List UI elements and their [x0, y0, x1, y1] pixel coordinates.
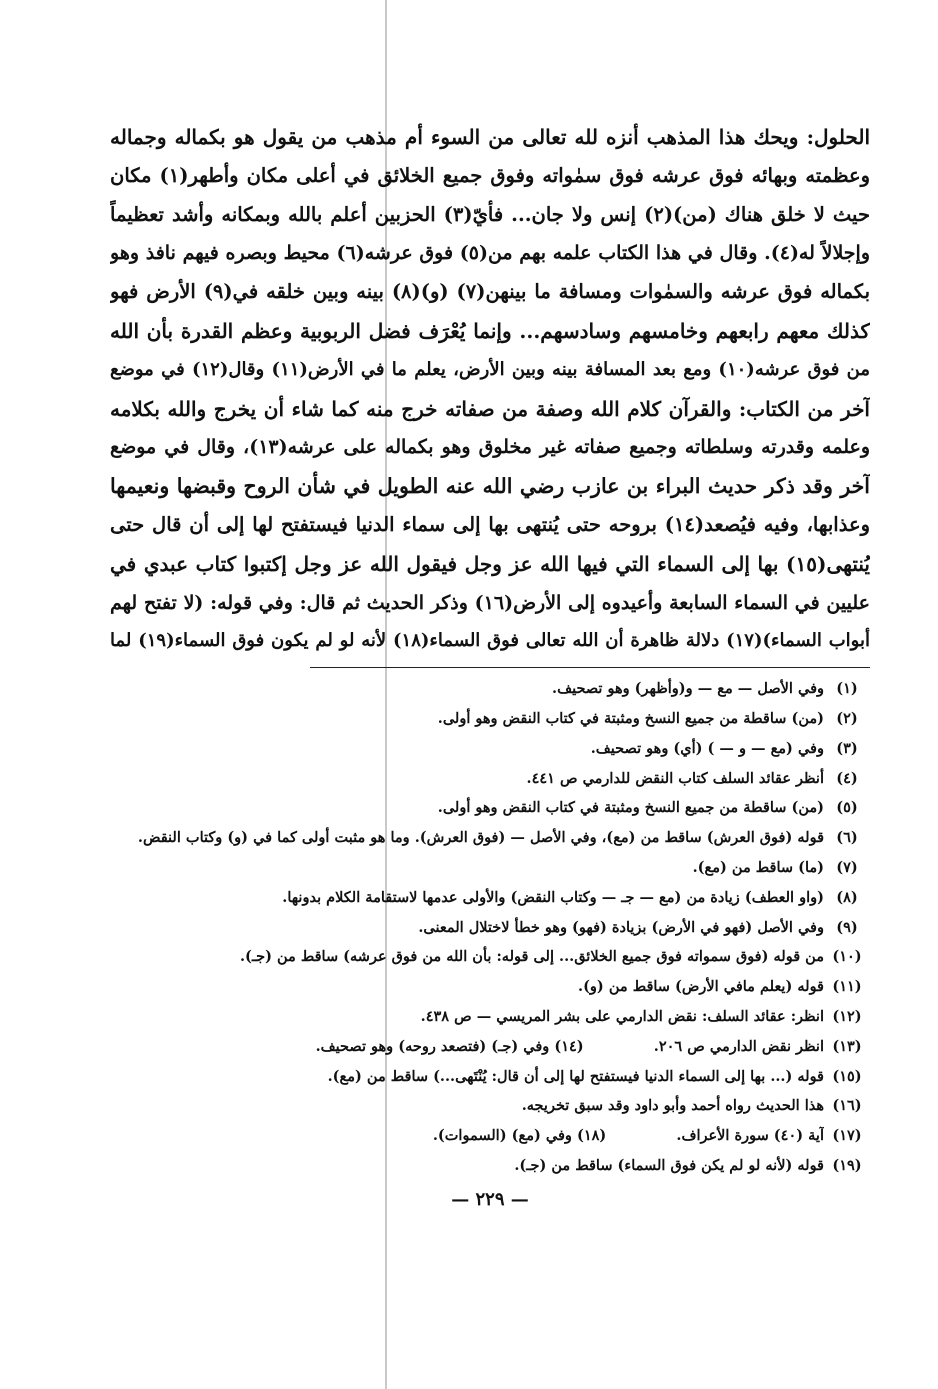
- footnote-number: (١٩): [832, 1156, 862, 1174]
- footnote-number: (١٤): [554, 1037, 584, 1055]
- footnote-text-part: انظر نقض الدارمي ص ٢٠٦.: [653, 1037, 824, 1055]
- text-line: بكماله فوق عرشه والسمٰوات ومسافة ما بينهن(٧) (و)(٨) بينه وبين خلقه في(٩) الأرض فهو: [110, 280, 870, 304]
- footnote-text-part: وفي (مع) (السموات).: [432, 1127, 572, 1145]
- footnote-text: هذا الحديث رواه أحمد وأبو داود وقد سبق تخريجه.: [521, 1097, 824, 1115]
- footnote-text: قوله (لأنه لو لم يكن فوق السماء) ساقط من (جـ).: [514, 1156, 824, 1174]
- footnote: [110, 1062, 870, 1092]
- footnote-number: (١): [836, 680, 858, 698]
- text-line: آخر وقد ذكر حديث البراء بن عازب رضي الله عنه الطويل في شأن الروح وقبضها ونعيمها: [110, 474, 870, 499]
- text-line: من فوق عرشه(١٠) ومع بعد المسافة بينه وبين الأرض، يعلم ما في الأرض(١١) وقال(١٢) في موضع: [110, 358, 870, 380]
- footnote-text: قوله (يعلم مافي الأرض) ساقط من (و).: [578, 978, 824, 996]
- footnote: [110, 942, 870, 972]
- text-line: وعظمته وبهائه فوق عرشه فوق سمٰواته وفوق جميع الخلائق في أعلى مكان وأطهر(١) مكان: [110, 163, 870, 187]
- footnote-number: (١٦): [832, 1097, 862, 1115]
- text-line: الحلول: ويحك هذا المذهب أنزه لله تعالى من السوء أم مذهب من يقول هو بكماله وجماله: [110, 125, 870, 149]
- footnote-text: وفي الأصل — مع — و(وأظهر) وهو تصحيف.: [552, 680, 824, 698]
- footnote-text: قوله (فوق العرش) ساقط من (مع)، وفي الأصل — (فوق العرش). وما هو مثبت أولى كما في (و) وكتاب النقض.: [137, 829, 824, 847]
- text-line: وعلمه وقدرته وسلطاته وجميع صفاته غير مخلوق وهو بكماله على عرشه(١٣)، وقال في موضع: [110, 436, 870, 459]
- footnote-text-part: وفي (جـ) (فتصعد روحه) وهو تصحيف.: [315, 1037, 550, 1055]
- text-line: يُنتهى(١٥) بها إلى السماء التي فيها الله عز وجل فيقول الله عز وجل إكتبوا كتاب عبدي في: [110, 551, 870, 576]
- footnote: [110, 1091, 870, 1121]
- footnote-number: (١٨): [576, 1127, 607, 1145]
- footnote: [110, 823, 870, 853]
- footnote-number: (١٢): [832, 1007, 862, 1025]
- footnotes: [110, 674, 870, 1181]
- footnote-text: (واو العطف) زيادة من (مع — جـ — وكتاب النقض) والأولى عدمها لاستقامة الكلام بدونها.: [282, 888, 824, 906]
- footnote-number: (١٧): [832, 1127, 862, 1145]
- footnote-text: قوله (... بها إلى السماء الدنيا فيستفتح لها إلى أن قال: يُنْتَهى...) ساقط من (مع).: [327, 1067, 824, 1085]
- page-number: — ٢٢٩ —: [451, 1188, 529, 1210]
- footnote: [110, 853, 870, 883]
- footnote-number: (٣): [836, 739, 858, 757]
- text-line: وعذابها، وفيه فيُصعد(١٤) بروحه حتى يُنتهى بها إلى سماء الدنيا فيستفتح لها إلى أن قال حتى: [110, 512, 870, 536]
- footnote-text: (ما) ساقط من (مع).: [692, 858, 824, 876]
- footnote-text: انظر: عقائد السلف: نقض الدارمي على بشر المريسي — ص ٤٣٨.: [420, 1007, 824, 1025]
- footnote-number: (١٠): [832, 948, 862, 966]
- footnote-number: (٥): [836, 799, 858, 817]
- footnote: [110, 704, 870, 734]
- footnote: [110, 1151, 870, 1181]
- text-line: آخر من الكتاب: والقرآن كلام الله وصفة من صفاته خرج منه كما شاء أن يخرج والله بكلامه: [110, 396, 870, 421]
- footnote: [110, 1002, 870, 1032]
- footnote: [110, 883, 870, 913]
- footnote-text-part: آية (٤٠) سورة الأعراف.: [676, 1127, 824, 1145]
- footnote-text: [110, 1032, 824, 1062]
- footnote: [110, 1121, 870, 1151]
- footnote-number: (١٣): [832, 1037, 862, 1055]
- footnote-text: وفي الأصل (فهو في الأرض) بزيادة (فهو) وهو خطأ لاختلال المعنى.: [418, 918, 824, 936]
- footnote-number: (١١): [832, 978, 862, 996]
- text-line: أبواب السماء)(١٧) دلالة ظاهرة أن الله تعالى فوق السماء(١٨) لأنه لو لم يكون فوق السماء(١٩) لما: [110, 630, 870, 652]
- text-line: عليين في السماء السابعة وأعيدوه إلى الأرض(١٦) وذكر الحديث ثم قال: وفي قوله: (لا تفتح لهم: [110, 591, 870, 614]
- footnote-number: (٢): [836, 709, 858, 727]
- footnote-text: (من) ساقطة من جميع النسخ ومثبتة في كتاب النقض وهو أولى.: [437, 799, 824, 817]
- footnote-number: (٩): [836, 918, 858, 936]
- footnote-text: أنظر عقائد السلف كتاب النقض للدارمي ص ٤٤١.: [526, 769, 824, 787]
- footnote-text: وفي (مع — و — ) (أي) وهو تصحيف.: [590, 739, 824, 757]
- footnote: [110, 674, 870, 704]
- footnote-text: من قوله (فوق سمواته فوق جميع الخلائق... إلى قوله: بأن الله من فوق عرشه) ساقط من (جـ).: [239, 948, 824, 966]
- footnote-number: (٦): [836, 829, 858, 847]
- footnote-number: (٧): [836, 858, 858, 876]
- footnote-text: [110, 1121, 824, 1151]
- text-line: كذلك معهم رابعهم وخامسهم وسادسهم... وإنما يُعْرَف فضل الربوبية وعظم القدرة بأن الله: [110, 318, 870, 343]
- footnote: [110, 1032, 870, 1062]
- footnote-number: (٤): [836, 769, 858, 787]
- footnote: [110, 793, 870, 823]
- footnote: [110, 972, 870, 1002]
- footnote-text: (من) ساقطة من جميع النسخ ومثبتة في كتاب النقض وهو أولى.: [437, 709, 824, 727]
- text-line: حيث لا خلق هناك (من)(٢) إنس ولا جان... فأيّ(٣) الحزبين أعلم بالله وبمكانه وأشد تعظيماً: [110, 202, 870, 226]
- footnote: [110, 764, 870, 794]
- text-line: وإجلالاً له(٤). وقال في هذا الكتاب علمه بهم من(٥) فوق عرشه(٦) محيط وبصره فيهم نافذ وهو: [110, 242, 870, 265]
- footnote-divider: [310, 667, 870, 668]
- footnote-number: (٨): [836, 888, 858, 906]
- footnote: [110, 734, 870, 764]
- footnote-number: (١٥): [832, 1067, 862, 1085]
- book-page: [110, 118, 870, 1210]
- main-text: [110, 118, 870, 661]
- footnote: [110, 913, 870, 943]
